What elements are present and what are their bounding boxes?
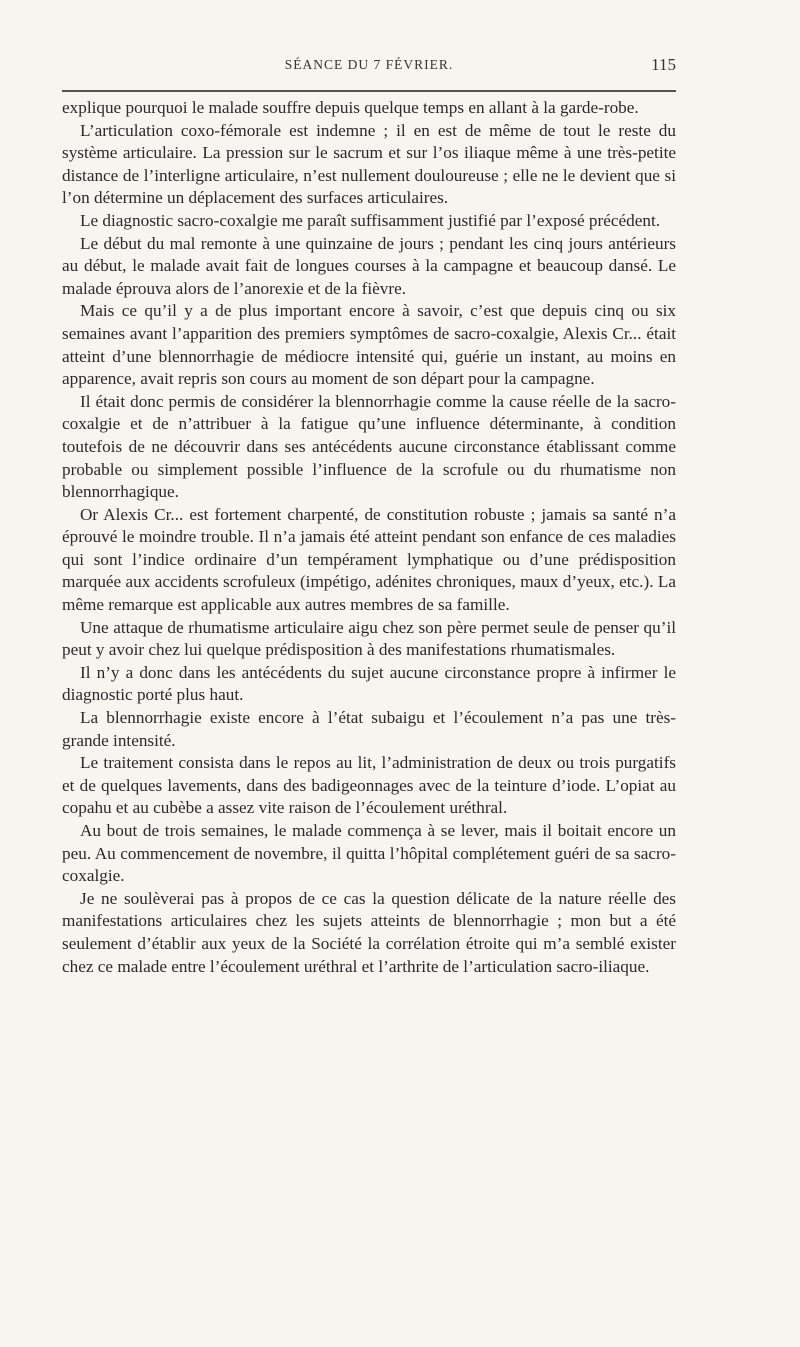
- paragraph: Une attaque de rhumatisme articulaire aigu chez son père permet seule de penser qu’il peut y avoir chez lui quelque prédisposition à des manifestations rhumatismales.: [62, 617, 676, 660]
- paragraph: La blennorrhagie existe encore à l’état subaigu et l’écoulement n’a pas une très-grande intensité.: [62, 708, 676, 750]
- page-header: [62, 54, 676, 80]
- paragraph: Or Alexis Cr... est fortement charpenté, de constitution robuste ; jamais sa santé n’a éprouvé le moindre trouble. Il n’a jamais été atteint pendant son enfance de ces maladies qui sont l’indice ordinaire d’un tempérament lymphatique ou d’une prédisposition marquée aux accidents scrofuleux (impétigo, adénites chroniques, maux d’yeux, etc.). La même remarque est applicable aux autres membres de sa famille.: [62, 504, 676, 615]
- paragraph: Le début du mal remonte à une quinzaine de jours ; pendant les cinq jours antérieurs au début, le malade avait fait de longues courses à la campagne et beaucoup dansé. Le malade éprouva alors de l’anorexie et de la fièvre.: [62, 233, 676, 298]
- header-rule: [62, 90, 676, 92]
- paragraph: L’articulation coxo-fémorale est indemne ; il en est de même de tout le reste du système articulaire. La pression sur le sacrum et sur l’os iliaque même à une très-petite distance de l’interligne articulaire, n’est nullement douloureuse ; elle ne le devient que si l’on détermine un déplacement des surfaces articulaires.: [62, 120, 676, 208]
- paragraph: Je ne soulèverai pas à propos de ce cas la question délicate de la nature réelle des manifestations articulaires chez les sujets atteints de blennorrhagie ; mon but a été seulement d’établir aux yeux de la Société la corrélation étroite qui m’a semblé exister chez ce malade entre l’écoulement uréthral et l’arthrite de l’articulation sacro-iliaque.: [62, 888, 676, 976]
- paragraph: Le diagnostic sacro-coxalgie me paraît suffisamment justifié par l’exposé précédent.: [80, 210, 661, 230]
- paragraph: Au bout de trois semaines, le malade commença à se lever, mais il boitait encore un peu. Au commencement de novembre, il quitta l’hôpital complétement guéri de sa sacro-coxalgie.: [62, 821, 676, 886]
- body-text: [62, 97, 676, 978]
- page-number: 115: [651, 55, 676, 74]
- paragraph: Mais ce qu’il y a de plus important encore à savoir, c’est que depuis cinq ou six semaines avant l’apparition des premiers symptômes de sacro-coxalgie, Alexis Cr... était atteint d’une blennorrhagie de médiocre intensité qui, guérie un instant, au moins en apparence, avait repris son cours au moment de son départ pour la campagne.: [62, 301, 676, 389]
- book-page: [62, 0, 676, 1347]
- paragraph: Le traitement consista dans le repos au lit, l’administration de deux ou trois purgatifs et de quelques lavements, dans des badigeonnages avec de la teinture d’iode. L’opiat au copahu et au cubèbe a assez vite raison de l’écoulement uréthral.: [62, 753, 676, 818]
- running-title: SÉANCE DU 7 FÉVRIER.: [284, 57, 454, 72]
- paragraph: explique pourquoi le malade souffre depuis quelque temps en allant à la garde-robe.: [62, 98, 639, 117]
- paragraph: Il n’y a donc dans les antécédents du sujet aucune circonstance propre à infirmer le diagnostic porté plus haut.: [62, 662, 676, 705]
- paragraph: Il était donc permis de considérer la blennorrhagie comme la cause réelle de la sacro-coxalgie et de n’attribuer à la fatigue qu’une influence déterminante, à condition toutefois de ne découvrir dans ses antécédents aucune circonstance établissant comme probable ou simplement possible l’influence de la scrofule ou du rhumatisme non blennorrhagique.: [62, 391, 676, 502]
